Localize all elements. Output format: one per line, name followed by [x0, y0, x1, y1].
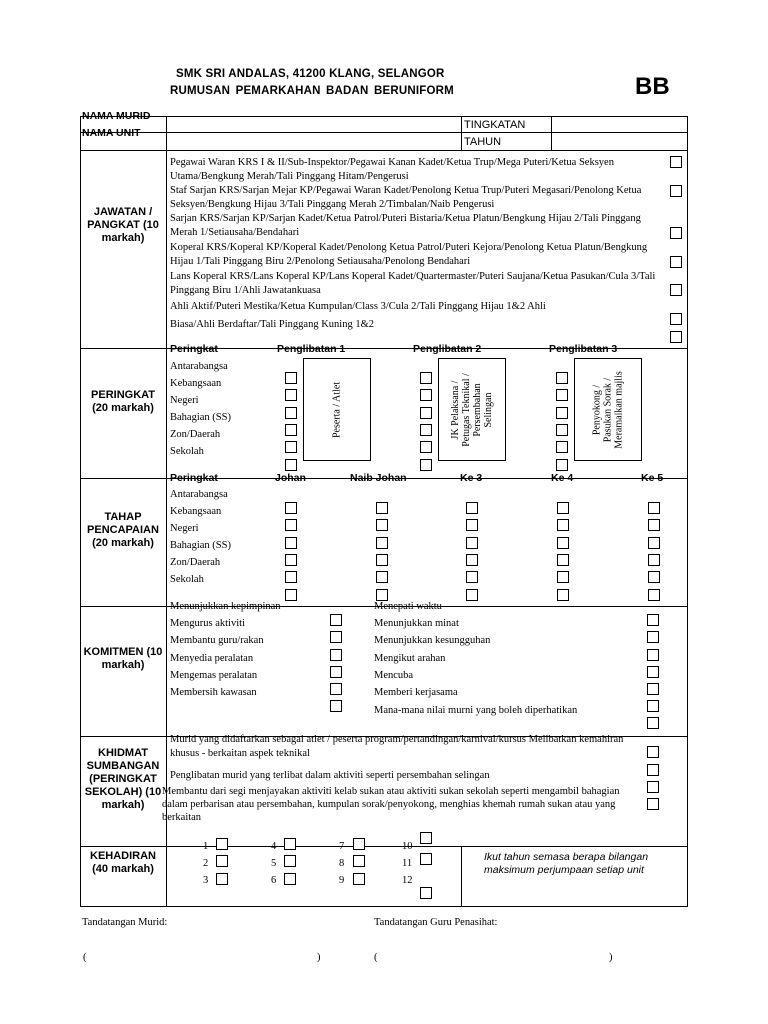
peringkat-checkbox-p3-r2[interactable]	[556, 389, 568, 401]
peringkat-checkbox-p2-r5[interactable]	[420, 441, 432, 453]
khidmat-item-1: Murid yang didaftarkan sebagai atlet / peserta program/pertandingan/karnival/kursus Melibatkan kemahiran khusus - berkaitan aspek teknikal	[170, 734, 624, 759]
kehadiran-number: 10	[402, 841, 413, 852]
tahun-field[interactable]	[553, 133, 686, 149]
kehadiran-number: 4	[271, 841, 277, 852]
tahap-checkbox-c2-r3[interactable]	[376, 537, 388, 549]
kehadiran-number: 1	[203, 841, 209, 852]
tahap-checkbox-c5-r4[interactable]	[648, 554, 660, 566]
komitmen-right-checkbox-1[interactable]	[647, 614, 659, 626]
kehadiran-number: 9	[339, 875, 345, 886]
komitmen-right-checkbox-7[interactable]	[647, 717, 659, 729]
kehadiran-checkbox-2[interactable]	[216, 855, 228, 867]
komitmen-left-item: Mengurus aktiviti	[170, 618, 245, 629]
tahap-checkbox-c1-r2[interactable]	[285, 519, 297, 531]
tandatangan-guru-label: Tandatangan Guru Penasihat:	[374, 917, 498, 928]
peserta-atlet-box	[303, 358, 371, 461]
komitmen-left-checkbox-1[interactable]	[330, 614, 342, 626]
peringkat-row-label: Kebangsaan	[170, 378, 222, 389]
kehadiran-checkbox-1[interactable]	[216, 838, 228, 850]
jawatan-item-2: Staf Sarjan KRS/Sarjan Mejar KP/Pegawai Waran Kadet/Penolong Ketua Trup/Puteri Megasari/Penolong Ketua Seksyen/Bengkung Hijau 3/Tali Pinggang Merah 2/Timbalan/Naib Pengerusi	[170, 185, 642, 210]
kehadiran-number: 3	[203, 875, 209, 886]
tahap-row-label: Negeri	[170, 523, 199, 534]
peringkat-checkbox-p3-r1[interactable]	[556, 372, 568, 384]
tingkatan-label: TINGKATAN	[464, 119, 526, 131]
peringkat-col-header: Peringkat	[170, 343, 218, 355]
komitmen-right-checkbox-5[interactable]	[647, 683, 659, 695]
tahap-checkbox-c1-r1[interactable]	[285, 502, 297, 514]
kehadiran-number: 6	[271, 875, 277, 886]
komitmen-left-checkbox-2[interactable]	[330, 631, 342, 643]
peringkat-row-label: Sekolah	[170, 446, 204, 457]
murid-signature-field[interactable]	[90, 940, 310, 964]
peringkat-checkbox-p2-r4[interactable]	[420, 424, 432, 436]
tahap-label: TAHAP PENCAPAIAN (20 markah)	[87, 511, 159, 549]
komitmen-left-item: Menunjukkan kepimpinan	[170, 601, 281, 612]
peringkat-label: PERINGKAT (20 markah)	[91, 389, 155, 414]
jawatan-checkbox-1[interactable]	[670, 156, 682, 168]
komitmen-left-checkbox-6[interactable]	[330, 700, 342, 712]
komitmen-left-checkbox-4[interactable]	[330, 666, 342, 678]
tahap-checkbox-c3-r3[interactable]	[466, 537, 478, 549]
tahap-col-header-1: Johan	[275, 472, 306, 484]
khidmat-item-2: Penglibatan murid yang terlibat dalam aktiviti seperti persembahan selingan	[170, 770, 490, 781]
komitmen-left-item: Menyedia peralatan	[170, 653, 254, 664]
tahap-checkbox-c1-r3[interactable]	[285, 537, 297, 549]
kehadiran-checkbox-11[interactable]	[420, 853, 432, 865]
komitmen-right-checkbox-2[interactable]	[647, 631, 659, 643]
nama-murid-field[interactable]	[168, 117, 460, 131]
komitmen-left-checkbox-5[interactable]	[330, 683, 342, 695]
kehadiran-checkbox-6[interactable]	[284, 873, 296, 885]
school-name: SMK SRI ANDALAS, 41200 KLANG, SELANGOR	[176, 68, 445, 80]
jawatan-item-3: Sarjan KRS/Sarjan KP/Sarjan Kadet/Ketua Patrol/Puteri Bistaria/Ketua Platun/Bengkung Hijau 2/Tali Pinggang Merah 1/Setiausaha/Bendahari	[170, 213, 641, 238]
tahap-checkbox-c1-r6[interactable]	[285, 589, 297, 601]
tahap-checkbox-c4-r6[interactable]	[557, 589, 569, 601]
tahap-checkbox-c2-r2[interactable]	[376, 519, 388, 531]
khidmat-checkbox-2[interactable]	[647, 764, 659, 776]
tahap-checkbox-c2-r1[interactable]	[376, 502, 388, 514]
penyokong-line: Penyokong /	[591, 384, 603, 435]
guru-signature-field[interactable]	[382, 940, 602, 964]
penglibatan-1-header: Penglibatan 1	[277, 343, 346, 355]
tahap-checkbox-c5-r2[interactable]	[648, 519, 660, 531]
form-title: RUMUSAN PEMARKAHAN BADAN BERUNIFORM	[170, 85, 454, 97]
penyokong-line: Meramaikan majlis	[613, 370, 625, 449]
tahap-col-header: Peringkat	[170, 472, 218, 484]
peringkat-row-label: Negeri	[170, 395, 199, 406]
peringkat-checkbox-p1-r3[interactable]	[285, 407, 297, 419]
kehadiran-checkbox-3[interactable]	[216, 873, 228, 885]
tahap-checkbox-c5-r3[interactable]	[648, 537, 660, 549]
jawatan-item-1: Pegawai Waran KRS I & II/Sub-Inspektor/Pegawai Kanan Kadet/Ketua Trup/Mega Puteri/Ketua Seksyen Utama/Bengkung Merah/Tali Pinggang Hitam/Pengerusi	[170, 157, 614, 182]
penyokong-box	[574, 358, 642, 461]
peringkat-checkbox-p1-r6[interactable]	[285, 459, 297, 471]
peringkat-checkbox-p1-r2[interactable]	[285, 389, 297, 401]
komitmen-right-item: Mencuba	[374, 670, 414, 681]
peringkat-checkbox-p2-r3[interactable]	[420, 407, 432, 419]
kehadiran-checkbox-10[interactable]	[420, 832, 432, 844]
tahap-checkbox-c5-r6[interactable]	[648, 589, 660, 601]
tahap-checkbox-c3-r1[interactable]	[466, 502, 478, 514]
jawatan-checkbox-7[interactable]	[670, 331, 682, 343]
jawatan-label: JAWATAN / PANGKAT (10 markah)	[87, 206, 159, 244]
penyokong-line: Pasukan Sorak /	[602, 377, 614, 442]
kehadiran-number: 7	[339, 841, 345, 852]
komitmen-right-item: Menunjukkan kesungguhan	[374, 635, 491, 646]
tahap-checkbox-c4-r3[interactable]	[557, 537, 569, 549]
komitmen-left-item: Membersih kawasan	[170, 687, 257, 698]
kehadiran-checkbox-12[interactable]	[420, 887, 432, 899]
kehadiran-checkbox-9[interactable]	[353, 873, 365, 885]
peserta-atlet-text: Peserta / Atlet	[331, 381, 343, 438]
tandatangan-murid-label: Tandatangan Murid:	[82, 917, 168, 928]
tahap-col-header-5: Ke 5	[641, 472, 664, 484]
komitmen-label: KOMITMEN (10 markah)	[83, 646, 163, 671]
kehadiran-number: 2	[203, 858, 209, 869]
khidmat-checkbox-4[interactable]	[647, 798, 659, 810]
peringkat-checkbox-p1-r5[interactable]	[285, 441, 297, 453]
tahun-label: TAHUN	[464, 136, 502, 148]
kehadiran-checkbox-8[interactable]	[353, 855, 365, 867]
tingkatan-field[interactable]	[553, 117, 686, 131]
khidmat-label: KHIDMAT SUMBANGAN (PERINGKAT SEKOLAH) (10 markah)	[84, 747, 162, 811]
tahap-col-header-3: Ke 3	[460, 472, 483, 484]
komitmen-right-item: Mengikut arahan	[374, 653, 446, 664]
khidmat-checkbox-3[interactable]	[647, 781, 659, 793]
komitmen-right-item: Memberi kerjasama	[374, 687, 458, 698]
komitmen-left-item: Membantu guru/rakan	[170, 635, 264, 646]
kehadiran-checkbox-4[interactable]	[284, 838, 296, 850]
kehadiran-number: 11	[402, 858, 413, 869]
komitmen-right-checkbox-4[interactable]	[647, 666, 659, 678]
peringkat-checkbox-p2-r1[interactable]	[420, 372, 432, 384]
tahap-col-header-4: Ke 4	[551, 472, 574, 484]
peringkat-checkbox-p2-r2[interactable]	[420, 389, 432, 401]
tahap-col-header-2: Naib Johan	[350, 472, 407, 484]
jk-pelaksana-line: Selingan	[483, 392, 494, 427]
penglibatan-2-header: Penglibatan 2	[413, 343, 482, 355]
komitmen-right-checkbox-3[interactable]	[647, 649, 659, 661]
jk-pelaksana-line: JK Pelaksana /	[450, 380, 461, 439]
tahap-row-label: Kebangsaan	[170, 506, 222, 517]
form-code: BB	[635, 73, 670, 100]
komitmen-right-checkbox-6[interactable]	[647, 700, 659, 712]
tahap-checkbox-c1-r4[interactable]	[285, 554, 297, 566]
tahap-checkbox-c2-r5[interactable]	[376, 571, 388, 583]
tahap-checkbox-c3-r6[interactable]	[466, 589, 478, 601]
kehadiran-number: 5	[271, 858, 277, 869]
nama-murid-label: NAMA MURID	[82, 110, 151, 122]
peringkat-row-label: Antarabangsa	[170, 361, 228, 372]
peringkat-row-label: Zon/Daerah	[170, 429, 221, 440]
kehadiran-checkbox-5[interactable]	[284, 855, 296, 867]
jawatan-checkbox-5[interactable]	[670, 284, 682, 296]
kehadiran-label: KEHADIRAN (40 markah)	[90, 850, 156, 875]
jk-pelaksana-box	[438, 358, 506, 461]
peringkat-checkbox-p3-r6[interactable]	[556, 459, 568, 471]
penglibatan-3-header: Penglibatan 3	[549, 343, 618, 355]
jawatan-checkbox-3[interactable]	[670, 227, 682, 239]
guru-bracket-open: (	[374, 952, 378, 963]
jawatan-item-4: Koperal KRS/Koperal KP/Koperal Kadet/Penolong Ketua Patrol/Puteri Kejora/Penolong Ketua Platun/Bengkung Hijau 1/Tali Pinggang Biru 2/Penolong Setiausaha/Penolong Bendahari	[170, 242, 648, 267]
peringkat-row-label: Bahagian (SS)	[170, 412, 231, 423]
jawatan-checkbox-2[interactable]	[670, 185, 682, 197]
jawatan-item-5: Lans Koperal KRS/Lans Koperal KP/Lans Koperal Kadet/Quartermaster/Puteri Saujana/Ketua Pasukan/Cula 3/Tali Pinggang Biru 1/Ahli Jawatankuasa	[170, 271, 656, 296]
tahap-checkbox-c2-r4[interactable]	[376, 554, 388, 566]
tahap-checkbox-c4-r1[interactable]	[557, 502, 569, 514]
komitmen-right-item: Mana-mana nilai murni yang boleh diperhatikan	[374, 705, 578, 716]
jk-pelaksana-line: Petugas Teknikal /	[461, 372, 472, 447]
tahap-row-label: Antarabangsa	[170, 489, 228, 500]
guru-bracket-close: )	[609, 952, 613, 963]
nama-unit-field[interactable]	[168, 133, 460, 149]
peringkat-checkbox-p3-r3[interactable]	[556, 407, 568, 419]
tahap-row-label: Bahagian (SS)	[170, 540, 231, 551]
tahap-checkbox-c4-r4[interactable]	[557, 554, 569, 566]
tahap-checkbox-c5-r5[interactable]	[648, 571, 660, 583]
tahap-checkbox-c5-r1[interactable]	[648, 502, 660, 514]
komitmen-right-item: Menepati waktu	[374, 601, 442, 612]
tahap-checkbox-c4-r5[interactable]	[557, 571, 569, 583]
jk-pelaksana-line: Persembahan	[472, 382, 483, 437]
tahap-checkbox-c3-r4[interactable]	[466, 554, 478, 566]
jawatan-checkbox-4[interactable]	[670, 256, 682, 268]
tahap-checkbox-c4-r2[interactable]	[557, 519, 569, 531]
jawatan-item-6: Ahli Aktif/Puteri Mestika/Ketua Kumpulan/Class 3/Cula 2/Tali Pinggang Hijau 1&2 Ahli	[170, 301, 546, 312]
jawatan-item-7: Biasa/Ahli Berdaftar/Tali Pinggang Kuning 1&2	[170, 319, 374, 330]
tahap-checkbox-c1-r5[interactable]	[285, 571, 297, 583]
tahap-checkbox-c3-r5[interactable]	[466, 571, 478, 583]
nama-unit-label: NAMA UNIT	[82, 127, 141, 139]
kehadiran-number: 8	[339, 858, 345, 869]
peringkat-checkbox-p3-r4[interactable]	[556, 424, 568, 436]
kehadiran-number: 12	[402, 875, 413, 886]
khidmat-checkbox-1[interactable]	[647, 746, 659, 758]
tahap-row-label: Sekolah	[170, 574, 204, 585]
penyokong-text	[592, 371, 625, 448]
jawatan-checkbox-6[interactable]	[670, 313, 682, 325]
peringkat-checkbox-p1-r1[interactable]	[285, 372, 297, 384]
murid-bracket-open: (	[83, 952, 87, 963]
peringkat-checkbox-p2-r6[interactable]	[420, 459, 432, 471]
peringkat-checkbox-p1-r4[interactable]	[285, 424, 297, 436]
khidmat-item-3: Membantu dari segi menjayakan aktiviti kelab sukan atau aktiviti sukan sekolah seperti mengambil bahagian dalam perbarisan atau persembahan, kumpulan sorak/penyokong, menghias khemah rumah sukan atau yang berkaitan	[162, 786, 620, 823]
kehadiran-note: Ikut tahun semasa berapa bilangan maksimum perjumpaan setiap unit	[484, 851, 649, 876]
komitmen-left-checkbox-3[interactable]	[330, 649, 342, 661]
tahap-checkbox-c3-r2[interactable]	[466, 519, 478, 531]
komitmen-left-item: Mengemas peralatan	[170, 670, 258, 681]
peringkat-checkbox-p3-r5[interactable]	[556, 441, 568, 453]
tahap-row-label: Zon/Daerah	[170, 557, 221, 568]
komitmen-right-item: Menunjukkan minat	[374, 618, 459, 629]
murid-bracket-close: )	[317, 952, 321, 963]
kehadiran-checkbox-7[interactable]	[353, 838, 365, 850]
jk-pelaksana-text	[450, 373, 494, 447]
